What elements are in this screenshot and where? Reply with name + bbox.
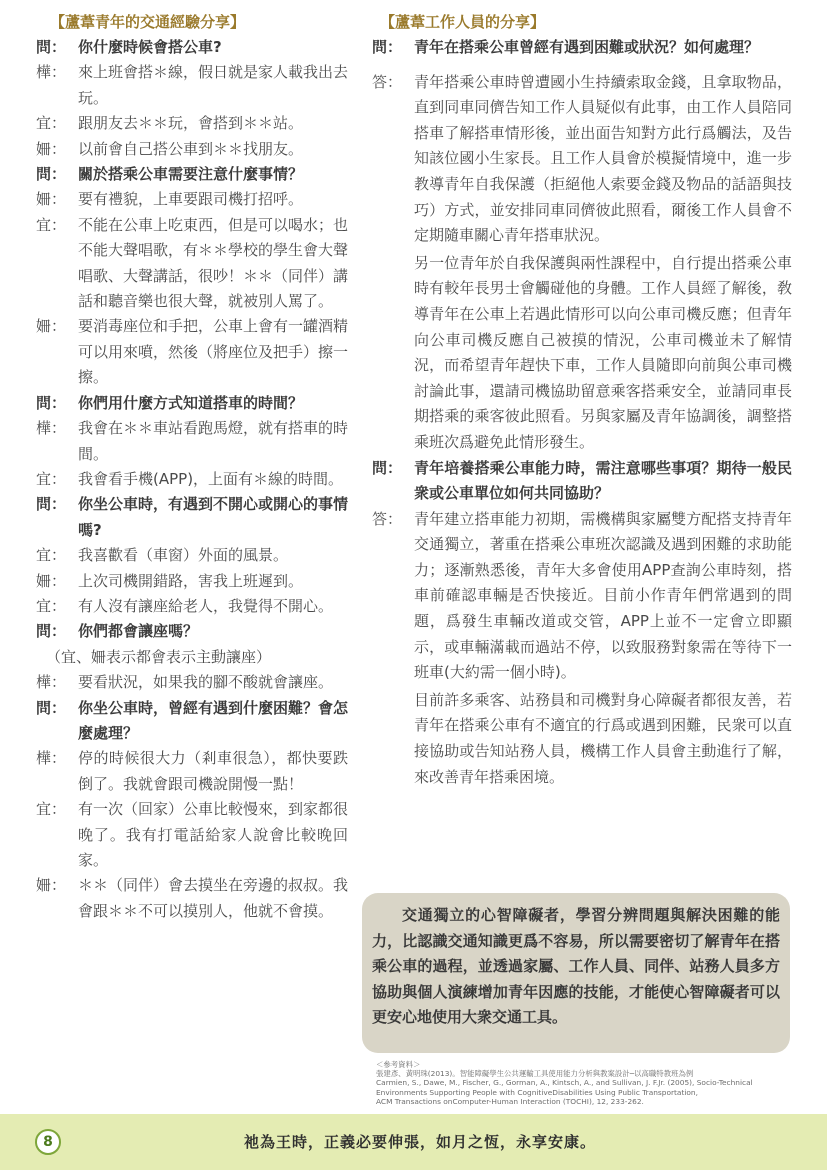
answer-row xyxy=(36,746,348,797)
references-heading: ＜參考資料＞ xyxy=(376,1060,421,1069)
speaker-label: 姍： xyxy=(36,139,67,158)
answer-paragraph: 青年搭乘公車時曾遭國小生持續索取金錢，且拿取物品，直到同車同儕告知工作人員疑似有此事，由工作人員陪同搭車了解搭車情形後，並出面告知對方此行爲觸法，及告知該位國小生家長。且工作人員會於模擬情境中，進一步教導青年自我保護（拒絕他人索要金錢及物品的話語與技巧）方式，並安排同車同儕彼此照看，爾後工作人員會不定期隨車關心青年搭車狀況。 xyxy=(414,72,792,245)
question-row xyxy=(36,492,348,543)
question-row xyxy=(36,162,348,187)
answer-row xyxy=(36,670,348,695)
answer-row xyxy=(36,187,348,212)
question-text xyxy=(414,456,792,507)
speaker-label: 姍： xyxy=(36,190,67,209)
answer-paragraph: 目前許多乘客、站務員和司機對身心障礙者都很友善，若青年在搭乘公車有不適宜的行爲或遇到困難，民衆可以直接協助或告知站務人員，機構工作人員會主動進行了解，來改善青年搭乘困境。 xyxy=(414,690,792,786)
answer-text: 上次司機開錯路，害我上班遲到。 xyxy=(78,571,304,590)
summary-callout-box xyxy=(362,893,790,1053)
speaker-label: 姍： xyxy=(36,317,67,336)
speaker-label: 問： xyxy=(36,495,67,514)
answer-row xyxy=(36,60,348,111)
speaker-label: 宜： xyxy=(36,546,67,565)
reference-line: Carmien, S., Dawe, M., Fischer, G., Gorman, A., Kintsch, A., and Sullivan, J. F.Jr. (2005), Socio-Technical xyxy=(376,1078,753,1088)
references xyxy=(376,1060,806,1106)
youth-qa-list xyxy=(36,35,348,924)
question-text xyxy=(414,35,792,61)
reference-line: 張建彥、黃明珠(2013)。智能障礙學生公共運輸工具使用能力分析與教案設計─以高職特教班為例 xyxy=(376,1069,694,1079)
speaker-label: 宜： xyxy=(36,114,67,133)
answer-row xyxy=(36,543,348,568)
youth-experience-column xyxy=(36,10,348,924)
speaker-label: 樺： xyxy=(36,419,67,438)
answer-row xyxy=(36,873,348,924)
answer-text: 跟朋友去＊＊玩，會搭到＊＊站。 xyxy=(78,114,304,133)
answer-paragraph: 青年建立搭車能力初期，需機構與家屬雙方配搭支持青年交通獨立，著重在搭乘公車班次認識及遇到困難的求助能力；逐漸熟悉後，青年大多會使用APP查詢公車時刻，搭車前確認車輛是否快接近。目前小作青年們常遇到的問題，爲發生車輛改道或交管，APP上並不一定會立即顯示，或車輛滿載而過站不停，以致服務對象需在等待下一班車(大約需一個小時)。 xyxy=(414,509,792,682)
staff-qa-list xyxy=(372,35,792,790)
staff-section-title: 【蘆葦工作人員的分享】 xyxy=(380,13,546,31)
answer-row xyxy=(36,797,348,873)
speaker-label: 問： xyxy=(372,458,403,477)
reference-line: Environments Supporting People with CognitiveDisabilities Using Public Transportation, xyxy=(376,1087,698,1097)
speaker-label: 樺： xyxy=(36,749,67,768)
youth-section-title: 【蘆葦青年的交通經驗分享】 xyxy=(50,13,246,31)
answer-text xyxy=(414,70,792,456)
question-text: 你們用什麼方式知道搭車的時間？ xyxy=(78,393,304,412)
answer-text: 有人沒有讓座給老人，我覺得不開心。 xyxy=(78,596,334,615)
question-row xyxy=(36,35,348,60)
answer-text: 停的時候很大力（剎車很急），都快要跌倒了。我就會跟司機說開慢一點！ xyxy=(78,749,348,793)
speaker-label: 問： xyxy=(372,38,403,56)
speaker-label: 問： xyxy=(36,165,67,184)
speaker-label: 問： xyxy=(36,698,67,717)
page-number-badge: 8 xyxy=(35,1129,61,1155)
answer-text: 以前會自己搭公車到＊＊找朋友。 xyxy=(78,139,304,158)
answer-row xyxy=(372,507,792,791)
speaker-label: 樺： xyxy=(36,63,67,82)
answer-text: ＊＊（同伴）會去摸坐在旁邊的叔叔。我會跟＊＊不可以摸別人，他就不會摸。 xyxy=(78,876,349,920)
question-row xyxy=(36,619,348,644)
speaker-label: 答： xyxy=(372,72,403,91)
answer-row xyxy=(36,314,348,390)
answer-row xyxy=(36,416,348,467)
speaker-label: 姍： xyxy=(36,876,67,895)
speaker-label: 宜： xyxy=(36,596,67,615)
answer-text: 我會在＊＊車站看跑馬燈，就有搭車的時間。 xyxy=(78,419,349,463)
speaker-label: 姍： xyxy=(36,571,67,590)
question-text: 關於搭乘公車需要注意什麼事情？ xyxy=(78,165,304,184)
answer-text: 我會看手機(APP)，上面有＊線的時間。 xyxy=(78,469,344,488)
answer-paragraph: 青年培養搭乘公車能力時，需注意哪些事項？期待一般民衆或公車單位如何共同協助？ xyxy=(414,458,792,503)
answer-text: 不能在公車上吃東西，但是可以喝水；也不能大聲唱歌，有＊＊學校的學生會大聲唱歌、大聲講話，很吵！＊＊（同伴）講話和聽音樂也很大聲，就被別人罵了。 xyxy=(78,215,349,311)
answer-row xyxy=(36,111,348,136)
speaker-label: 問： xyxy=(36,38,67,56)
answer-text: 我喜歡看（車窗）外面的風景。 xyxy=(78,546,289,565)
answer-text xyxy=(414,507,792,791)
question-text: 你坐公車時，有遇到不開心或開心的事情嗎? xyxy=(78,495,349,539)
speaker-label: 宜： xyxy=(36,215,67,234)
answer-row xyxy=(36,137,348,162)
answer-text: 要消毒座位和手把，公車上會有一罐酒精可以用來噴，然後（將座位及把手）擦一擦。 xyxy=(78,317,349,387)
reference-line: ACM Transactions onComputer-Human Interaction (TOCHI), 12, 233-262. xyxy=(376,1096,644,1106)
answer-text: 要有禮貌，上車要跟司機打招呼。 xyxy=(78,190,304,209)
interview-note: （宜、姍表示都會表示主動讓座） xyxy=(46,647,272,666)
answer-paragraph: 另一位青年於自我保護與兩性課程中，自行提出搭乘公車時有較年長男士會觸碰他的身體。工作人員經了解後，敎導青年在公車上若遇此情形可以向公車司機反應；但青年向公車司機反應自己被摸的情況，公車司機並未了解情況，而希望青年趕快下車，工作人員隨即向前與公車司機討論此事，還請司機協助留意乘客搭乘安全，並請同車長期搭乘的乘客彼此照看。另與家屬及青年協調後，調整搭乘班次爲避免此情形發生。 xyxy=(414,253,792,451)
answer-row xyxy=(372,70,792,456)
answer-text: 有一次（回家）公車比較慢來，到家都很晚了。我有打電話給家人說會比較晚回家。 xyxy=(78,800,349,869)
answer-row xyxy=(36,467,348,492)
question-row xyxy=(36,696,348,747)
speaker-label: 問： xyxy=(36,393,67,412)
answer-row xyxy=(36,213,348,315)
footer-verse: 祂為王時，正義必要伸張，如月之恆，永享安康。 xyxy=(243,1133,596,1151)
answer-paragraph: 青年在搭乘公車曾經有遇到困難或狀況？如何處理？ xyxy=(414,38,760,56)
answer-row xyxy=(36,569,348,594)
question-row xyxy=(36,391,348,416)
answer-text: 來上班會搭＊線，假日就是家人載我出去玩。 xyxy=(78,63,349,107)
question-text: 你什麼時候會搭公車? xyxy=(78,38,222,56)
staff-sharing-column xyxy=(372,10,792,790)
question-text: 你坐公車時，曾經有遇到什麼困難？會怎麼處理？ xyxy=(78,698,349,742)
question-row xyxy=(372,456,792,507)
speaker-label: 問： xyxy=(36,622,67,641)
speaker-label: 宜： xyxy=(36,800,67,819)
question-row xyxy=(372,35,792,61)
summary-callout-text: 交通獨立的心智障礙者，學習分辨問題與解決困難的能力，比認識交通知識更爲不容易，所以需要密切了解青年在搭乘公車的過程，並透過家屬、工作人員、同伴、站務人員多方協助與個人演練增加青年因應的技能，才能使心智障礙者可以更安心地使用大衆交通工具。 xyxy=(372,906,780,1026)
question-text: 你們都會讓座嗎？ xyxy=(78,622,199,641)
speaker-label: 宜： xyxy=(36,469,67,488)
speaker-label: 樺： xyxy=(36,673,67,692)
speaker-label: 答： xyxy=(372,509,403,528)
answer-text: 要看狀況，如果我的腳不酸就會讓座。 xyxy=(78,673,334,692)
answer-row xyxy=(36,594,348,619)
